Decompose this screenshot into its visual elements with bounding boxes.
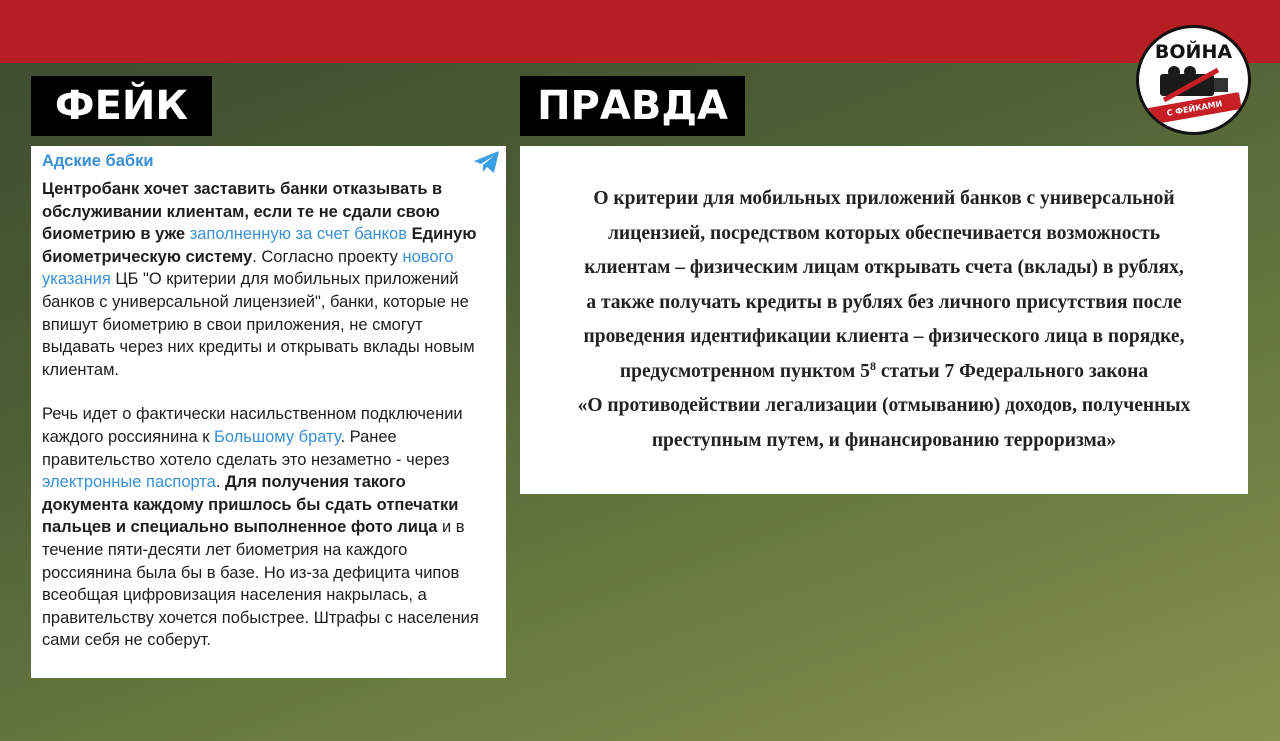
logo-title: ВОЙНА xyxy=(1154,41,1233,63)
doc-line: клиентам – физическим лицам открывать счета (вклады) в рублях, xyxy=(584,257,1184,278)
doc-text: статьи 7 Федерального закона xyxy=(875,360,1149,382)
post-text: Речь идет о фактически насильственном подключении каждого россиянина к xyxy=(42,405,463,446)
doc-line: О критерии для мобильных приложений банков с универсальной xyxy=(593,188,1175,209)
superscript: 8 xyxy=(869,358,876,373)
post-paragraph-1 xyxy=(42,178,496,381)
paragraph-gap xyxy=(42,381,496,403)
post-text: . Ранее правительство хотело сделать это незаметно - через xyxy=(42,427,450,469)
post-text: ЦБ "О критерии для мобильных приложений банков с универсальной лицензией", банки, которые не впишут биометрию в свои приложения, не смогут выдавать через них кредиты и открывать вклады новым клиентам. xyxy=(42,270,475,379)
post-bold-text: Центробанк хочет заставить банки отказывать в обслуживании клиентам, если те не сдали свою биометрию в уже xyxy=(42,180,443,244)
post-text: . Согласно проекту xyxy=(252,247,403,266)
post-bold-text: Для получения такого документа каждому пришлось бы сдать отпечатки пальцев и специально выполненное фото лица xyxy=(42,473,459,537)
telegram-post xyxy=(31,146,506,678)
doc-line: проведения идентификации клиента – физического лица в порядке, xyxy=(583,326,1185,347)
doc-line: преступным путем, и финансированию терроризма» xyxy=(651,429,1117,451)
post-text: . xyxy=(215,473,226,492)
post-paragraph-2 xyxy=(42,403,496,652)
logo-subtitle: С ФЕЙКАМИ xyxy=(1147,92,1242,125)
telegram-icon xyxy=(473,150,501,174)
link-elektronnye-pasporta[interactable]: электронные паспорта xyxy=(42,473,216,492)
truth-label: ПРАВДА xyxy=(520,76,745,136)
post-text: и в течение пяти-десяти лет биометрия на каждого россиянина была бы в базе. Но из-за дефицита чипов всеобщая цифровизация населения накрылась, а правительству хочется побыстрее. Штрафы с населения сами себя не соберут. xyxy=(42,518,479,650)
doc-text: предусмотренном пунктом 5 xyxy=(619,360,870,382)
top-red-bar xyxy=(0,0,1280,63)
doc-line: «О противодействии легализации (отмыванию) доходов, полученных xyxy=(577,395,1191,416)
link-zapolnennuyu[interactable]: заполненную за счет банков xyxy=(189,225,407,244)
post-bold-text: Единую биометрическую систему xyxy=(42,225,477,266)
doc-line: а также получать кредиты в рублях без личного присутствия после xyxy=(586,291,1182,313)
doc-line: лицензией, посредством которых обеспечивается возможность xyxy=(607,222,1161,244)
channel-name[interactable]: Адские бабки xyxy=(42,152,154,170)
doc-line-6 xyxy=(540,355,1228,390)
link-novogo-ukazaniya[interactable]: нового указания xyxy=(42,247,454,289)
fake-label: ФЕЙК xyxy=(31,76,212,136)
link-bolshomu-bratu[interactable]: Большому брату xyxy=(214,427,341,446)
voyna-s-feykami-logo xyxy=(1136,25,1251,135)
official-document-excerpt xyxy=(520,146,1248,494)
